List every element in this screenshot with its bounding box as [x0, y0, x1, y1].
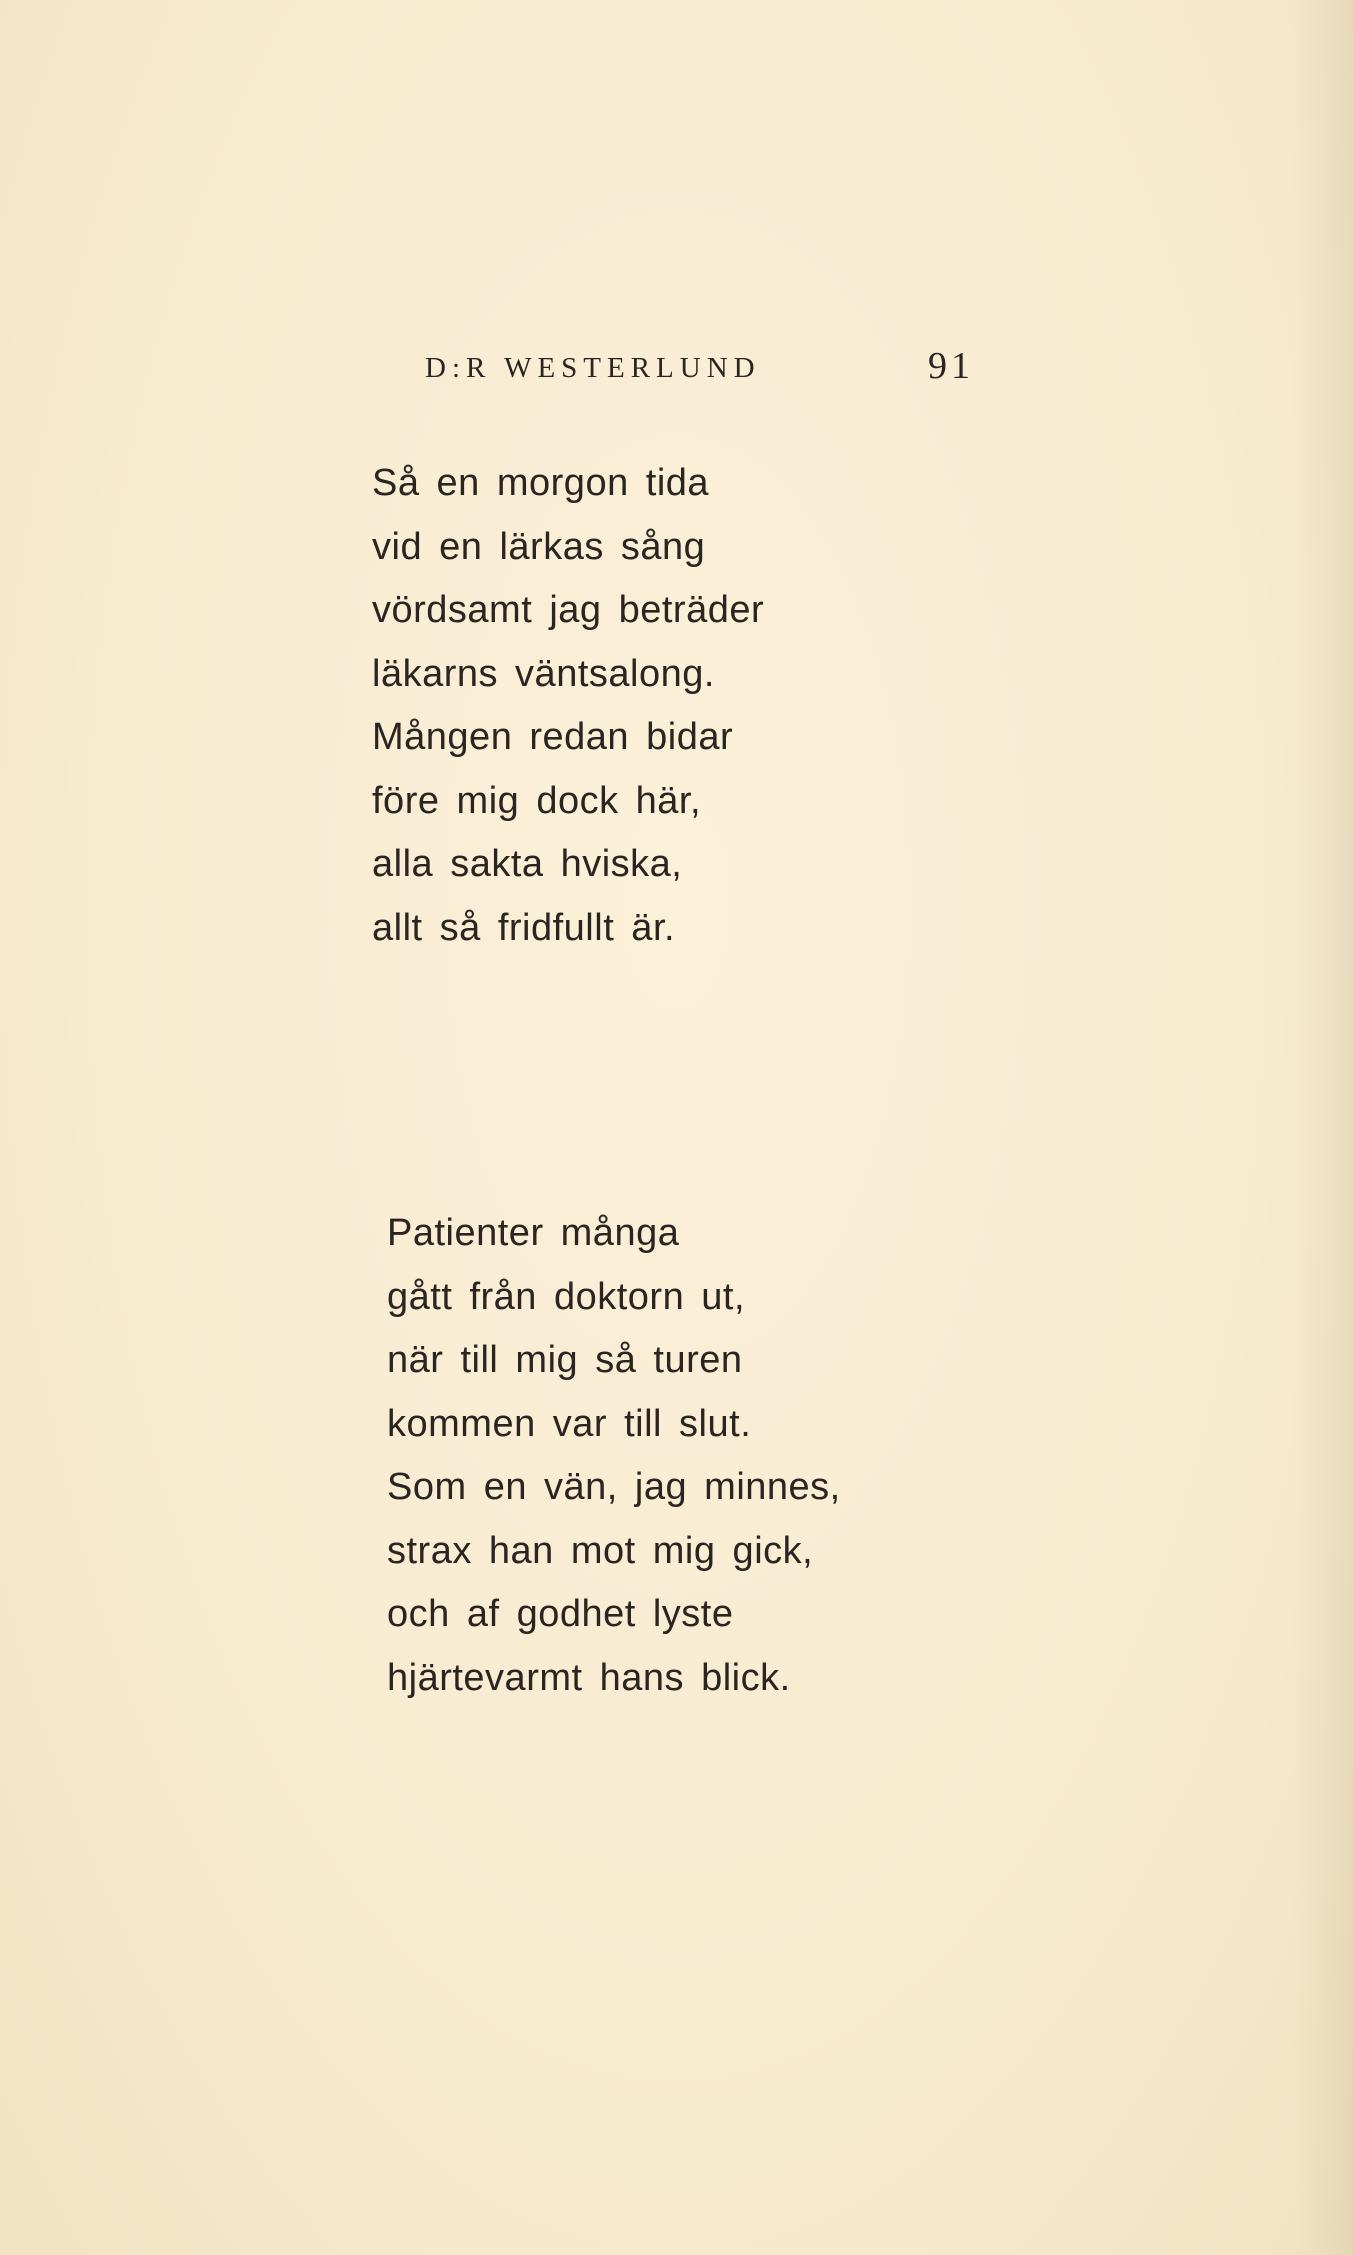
- running-head: D:R WESTERLUND: [425, 352, 761, 384]
- verse-line: Mången redan bidar: [372, 716, 734, 758]
- verse-line: och af godhet lyste: [387, 1593, 734, 1635]
- verse-line: kommen var till slut.: [387, 1402, 752, 1445]
- page-number: 91: [928, 345, 974, 387]
- verse-line: alla sakta hviska,: [372, 843, 683, 885]
- poem-stanza-2: [387, 1202, 841, 1710]
- verse-line: vördsamt jag beträder: [372, 589, 765, 631]
- verse-line: före mig dock här,: [372, 779, 702, 822]
- poem-stanza-1: [372, 452, 764, 960]
- verse-line: gått från doktorn ut,: [387, 1275, 746, 1318]
- verse-line: allt så fridfullt är.: [372, 906, 676, 949]
- verse-line: Så en morgon tida: [372, 462, 710, 504]
- verse-line: Patienter många: [387, 1212, 680, 1254]
- verse-line: när till mig så turen: [387, 1339, 743, 1381]
- verse-line: vid en lärkas sång: [372, 525, 706, 568]
- verse-line: strax han mot mig gick,: [387, 1529, 814, 1572]
- verse-line: hjärtevarmt hans blick.: [387, 1656, 791, 1699]
- verse-line: läkarns väntsalong.: [372, 652, 715, 695]
- verse-line: Som en vän, jag minnes,: [387, 1466, 841, 1508]
